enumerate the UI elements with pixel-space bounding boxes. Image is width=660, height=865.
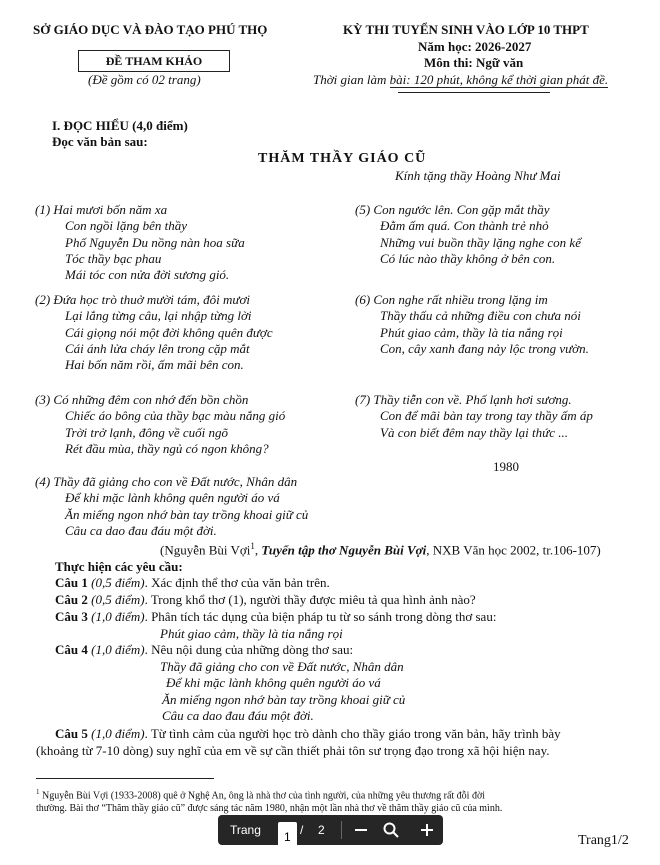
source-book: Tuyển tập thơ Nguyễn Bùi Vợi (261, 542, 427, 558)
poem-line: Thầy thấu cả những điều con chưa nói (380, 308, 581, 324)
magnifier-icon[interactable] (383, 815, 399, 845)
quote-line: Thầy đã giảng cho con về Đất nước, Nhân dân (160, 659, 404, 674)
stanza-2 (35, 292, 273, 373)
time-note (313, 72, 608, 88)
poem-line: Những vui buồn thầy lặng nghe con kể (380, 234, 581, 250)
poem-year: 1980 (493, 459, 519, 474)
page-number-input[interactable]: 1 (278, 822, 297, 852)
question-2 (55, 592, 476, 608)
time-main: bài: 120 phút, không kể thời gian phát đề. (389, 72, 609, 87)
poem-line: Hai bốn năm rồi, ấm mãi bên con. (65, 357, 244, 373)
poem-line: (7) Thầy tiễn con về. Phố lạnh hơi sương. (355, 392, 572, 407)
footnote-separator (36, 778, 214, 779)
poem-line: (6) Con nghe rất nhiều trong lặng im (355, 292, 548, 307)
question-text: . Nêu nội dung của những dòng thơ sau: (144, 642, 354, 657)
reference-badge: ĐỀ THAM KHẢO (78, 50, 230, 72)
poem-line: Câu ca dao đau đáu một đời. (65, 522, 217, 538)
question-5-cont: (khoảng từ 7-10 dòng) suy nghĩ của em về sự cần thiết phải tôn sư trọng đạo trong xã hội hiện nay. (36, 743, 550, 758)
question-3-quote: Phút giao cảm, thầy là tia nắng rọi (160, 626, 343, 641)
poem-line: Rét đầu mùa, thầy ngủ có ngon không? (65, 440, 269, 456)
poem-line: Mái tóc con nửa đời sương gió. (65, 267, 230, 283)
pdf-viewer-toolbar (218, 815, 443, 845)
question-points: (1,0 điểm) (87, 609, 145, 624)
toolbar-divider (341, 821, 342, 839)
poem-line: (4) Thầy đã giảng cho con về Đất nước, Nhân dân (35, 474, 298, 489)
page-separator: / (300, 823, 304, 837)
footnote-mark: 1 (36, 788, 40, 796)
tasks-heading: Thực hiện các yêu cầu: (55, 559, 183, 574)
poem-line: (1) Hai mươi bốn năm xa (35, 202, 168, 217)
poem-line: Lại lắng từng câu, lại nhập từng lời (65, 308, 252, 324)
source-publisher: , NXB Văn học 2002, tr.106-107) (426, 542, 601, 558)
poem-line: Có lúc nào thầy không ở bên con. (380, 250, 556, 266)
poem-line: Và con biết đêm nay thầy lại thức ... (380, 424, 568, 440)
question-points: (1,0 điểm) (87, 726, 145, 741)
poem-line: Ăn miếng ngon nhớ bàn tay trồng khoai giữ củ (65, 506, 309, 522)
quote-line: Ăn miếng ngon nhớ bàn tay trồng khoai giữ củ (162, 691, 406, 707)
question-3 (55, 609, 496, 625)
question-label: Câu 4 (55, 642, 88, 657)
question-label: Câu 2 (55, 592, 88, 607)
poem-line: (2) Đứa học trò thuở mười tám, đôi mươi (35, 292, 251, 307)
school-year: Năm học: 2026-2027 (418, 39, 532, 54)
question-label: Câu 3 (55, 609, 88, 624)
question-4 (55, 642, 353, 658)
question-text: . Xác định thể thơ của văn bản trên. (144, 575, 330, 590)
footnote-line: Nguyễn Bùi Vợi (1933-2008) quê ở Nghệ An, ông là nhà thơ của tình người, của những yêu thương rất đỗi đời (39, 790, 486, 802)
question-label: Câu 5 (55, 726, 88, 741)
poem-line: Chiếc áo bông của thầy bạc màu nắng gió (65, 408, 286, 424)
poem-line: Cái giọng nói một đời không quên được (65, 324, 273, 340)
source-author: (Nguyễn Bùi Vợi (160, 542, 251, 558)
time-prefix: Thời gian làm (313, 72, 390, 87)
header-underline (398, 92, 550, 93)
poem-line: Phút giao cảm, thầy là tia nắng rọi (380, 324, 563, 340)
total-pages: 2 (318, 823, 325, 837)
plus-icon[interactable] (421, 815, 433, 845)
footnote-ref[interactable]: 1 (250, 541, 255, 551)
question-4-quote (160, 659, 405, 724)
footnote-line: thường. Bài thơ “Thăm thầy giáo cũ” được sáng tác năm 1980, nhận một lần nhà thơ về thăm thầy giáo cũ của mình. (36, 803, 503, 815)
question-1 (55, 575, 330, 591)
page-footer: Trang1/2 (578, 833, 629, 848)
question-label: Câu 1 (55, 575, 88, 590)
question-points: (0,5 điểm) (87, 575, 145, 590)
stanza-4 (35, 474, 308, 539)
question-text: . Từ tình cảm của người học trò dành cho thầy giáo trong văn bản, hãy trình bày (144, 726, 561, 741)
question-text: . Phân tích tác dụng của biện pháp tu từ so sánh trong dòng thơ sau: (144, 609, 497, 624)
pages-note: (Đề gồm có 02 trang) (88, 72, 201, 87)
quote-line: Câu ca dao đau đáu một đời. (162, 707, 314, 723)
poem-line: Con ngồi lặng bên thầy (65, 218, 188, 234)
footnote (36, 786, 502, 815)
section-instruction: Đọc văn bản sau: (52, 134, 148, 149)
stanza-1 (35, 202, 245, 283)
stanza-6 (355, 292, 589, 357)
question-points: (1,0 điểm) (87, 642, 145, 657)
poem-line: Trời trở lạnh, đông về cuối ngõ (65, 424, 229, 440)
exam-title: KỲ THI TUYỂN SINH VÀO LỚP 10 THPT (343, 22, 589, 37)
stanza-3 (35, 392, 285, 457)
department-name: SỞ GIÁO DỤC VÀ ĐÀO TẠO PHÚ THỌ (33, 22, 268, 37)
poem-line: Đằm ấm quá. Con thành trẻ nhỏ (380, 218, 549, 234)
poem-dedication: Kính tặng thầy Hoàng Như Mai (395, 168, 561, 183)
poem-line: (5) Con ngước lên. Con gặp mắt thầy (355, 202, 550, 217)
page-label: Trang (230, 823, 261, 837)
quote-line: Để khi mặc lành không quên người áo vá (166, 675, 381, 691)
stanza-5 (355, 202, 581, 267)
question-text: . Trong khổ thơ (1), người thầy được miêu tả qua hình ảnh nào? (144, 592, 476, 607)
source-sep: , (254, 542, 262, 558)
minus-icon[interactable] (355, 815, 367, 845)
poem-line: (3) Có những đêm con nhớ đến bồn chồn (35, 392, 249, 407)
section-heading: I. ĐỌC HIỂU (4,0 điểm) (52, 118, 188, 133)
subject: Môn thi: Ngữ văn (424, 55, 524, 70)
poem-line: Phố Nguyễn Du nồng nàn hoa sữa (65, 234, 245, 250)
poem-line: Con, cây xanh đang nảy lộc trong vườn. (380, 340, 589, 356)
poem-source (160, 541, 601, 558)
question-5 (55, 726, 561, 742)
poem-line: Cái ánh lửa cháy lên trong cặp mắt (65, 340, 250, 356)
poem-line: Để khi mặc lành không quên người áo vá (65, 490, 280, 506)
poem-line: Con để mãi bàn tay trong tay thầy ấm áp (380, 408, 593, 424)
poem-line: Tóc thầy bạc phau (65, 250, 162, 266)
question-points: (0,5 điểm) (87, 592, 145, 607)
stanza-7 (355, 392, 593, 441)
poem-title: THĂM THẦY GIÁO CŨ (258, 151, 427, 166)
